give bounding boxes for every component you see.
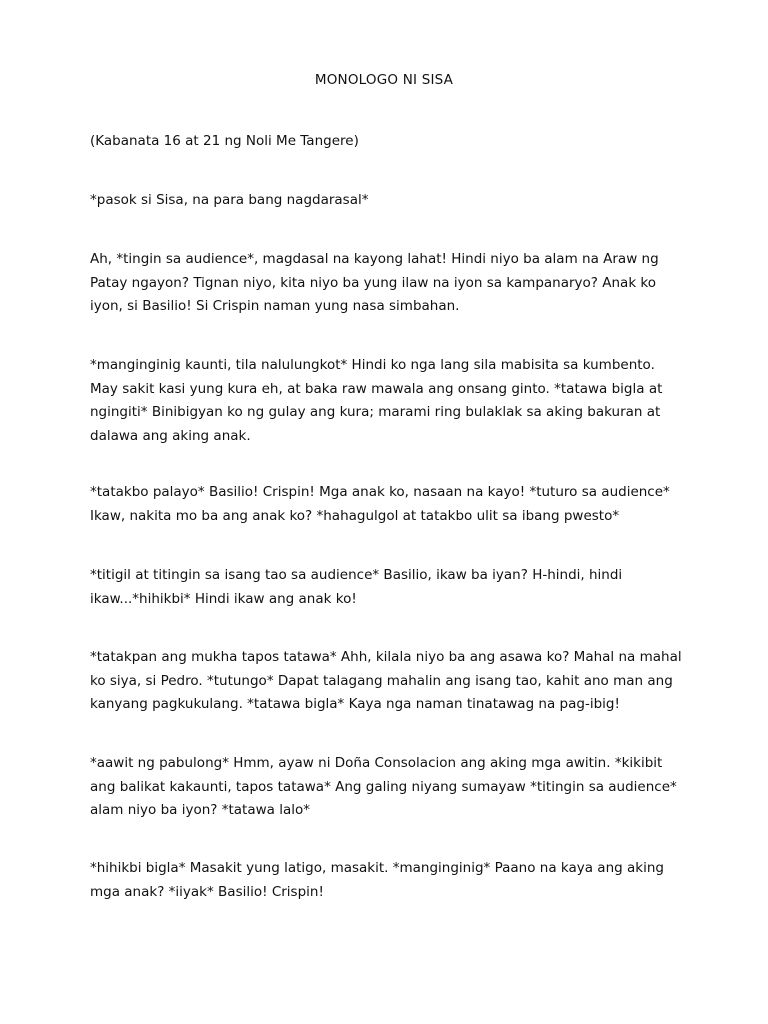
text-line: alam niyo ba iyon? *tatawa lalo* xyxy=(90,802,311,818)
text-line: Ah, *tingin sa audience*, magdasal na kayong lahat! Hindi niyo ba alam na Araw ng xyxy=(90,251,659,267)
document-title: MONOLOGO NI SISA xyxy=(314,72,454,88)
text-line: ko siya, si Pedro. *tutungo* Dapat talagang mahalin ang isang tao, kahit ano man ang xyxy=(90,672,673,689)
text-line: ang balikat kakaunti, tapos tatawa* Ang galing niyang sumayaw *titingin sa audience* xyxy=(90,778,677,795)
text-line: May sakit kasi yung kura eh, at baka raw mawala ang onsang ginto. *tatawa bigla at xyxy=(90,380,663,397)
paragraph-dona-consolacion xyxy=(90,752,690,823)
text-line: ikaw...*hihikbi* Hindi ikaw ang anak ko! xyxy=(90,590,357,607)
paragraph-tatakbo-palayo xyxy=(90,481,690,528)
paragraph-araw-ng-patay xyxy=(90,248,690,319)
text-line: Ikaw, nakita mo ba ang anak ko? *hahagulgol at tatakbo ulit sa ibang pwesto* xyxy=(90,507,620,524)
text-line: *titigil at titingin sa isang tao sa audience* Basilio, ikaw ba iyan? H-hindi, hindi xyxy=(90,567,623,583)
text-line: iyon, si Basilio! Si Crispin naman yung nasa simbahan. xyxy=(90,298,460,314)
paragraph-pedro xyxy=(90,646,690,717)
text-line: ngingiti* Binibigyan ko ng gulay ang kura; marami ring bulaklak sa aking bakuran at xyxy=(90,404,661,420)
text-line: mga anak? *iiyak* Basilio! Crispin! xyxy=(90,883,324,900)
paragraph-chapter-reference xyxy=(90,130,690,154)
paragraph-kumbento xyxy=(90,354,690,448)
paragraph-latigo xyxy=(90,857,690,904)
paragraph-titigil xyxy=(90,564,690,611)
text-line: (Kabanata 16 at 21 ng Noli Me Tangere) xyxy=(90,133,359,149)
text-line: *tatakpan ang mukha tapos tatawa* Ahh, kilala niyo ba ang asawa ko? Mahal na mahal xyxy=(90,649,682,665)
text-line: *aawit ng pabulong* Hmm, ayaw ni Doña Consolacion ang aking mga awitin. *kikibit xyxy=(90,755,663,771)
text-line: Patay ngayon? Tignan niyo, kita niyo ba yung ilaw na iyon sa kampanaryo? Anak ko xyxy=(90,274,657,291)
paragraph-stage-entrance xyxy=(90,189,690,213)
text-line: *hihikbi bigla* Masakit yung latigo, masakit. *manginginig* Paano na kaya ang aking xyxy=(90,860,664,876)
text-line: dalawa ang aking anak. xyxy=(90,427,251,444)
text-line: *tatakbo palayo* Basilio! Crispin! Mga anak ko, nasaan na kayo! *tuturo sa audience* xyxy=(90,484,670,500)
text-line: kanyang pagkukulang. *tatawa bigla* Kaya nga naman tinatawag na pag-ibig! xyxy=(90,696,620,712)
text-line: *pasok si Sisa, na para bang nagdarasal* xyxy=(90,192,369,208)
text-line: *manginginig kaunti, tila nalulungkot* Hindi ko nga lang sila mabisita sa kumbento. xyxy=(90,357,655,373)
